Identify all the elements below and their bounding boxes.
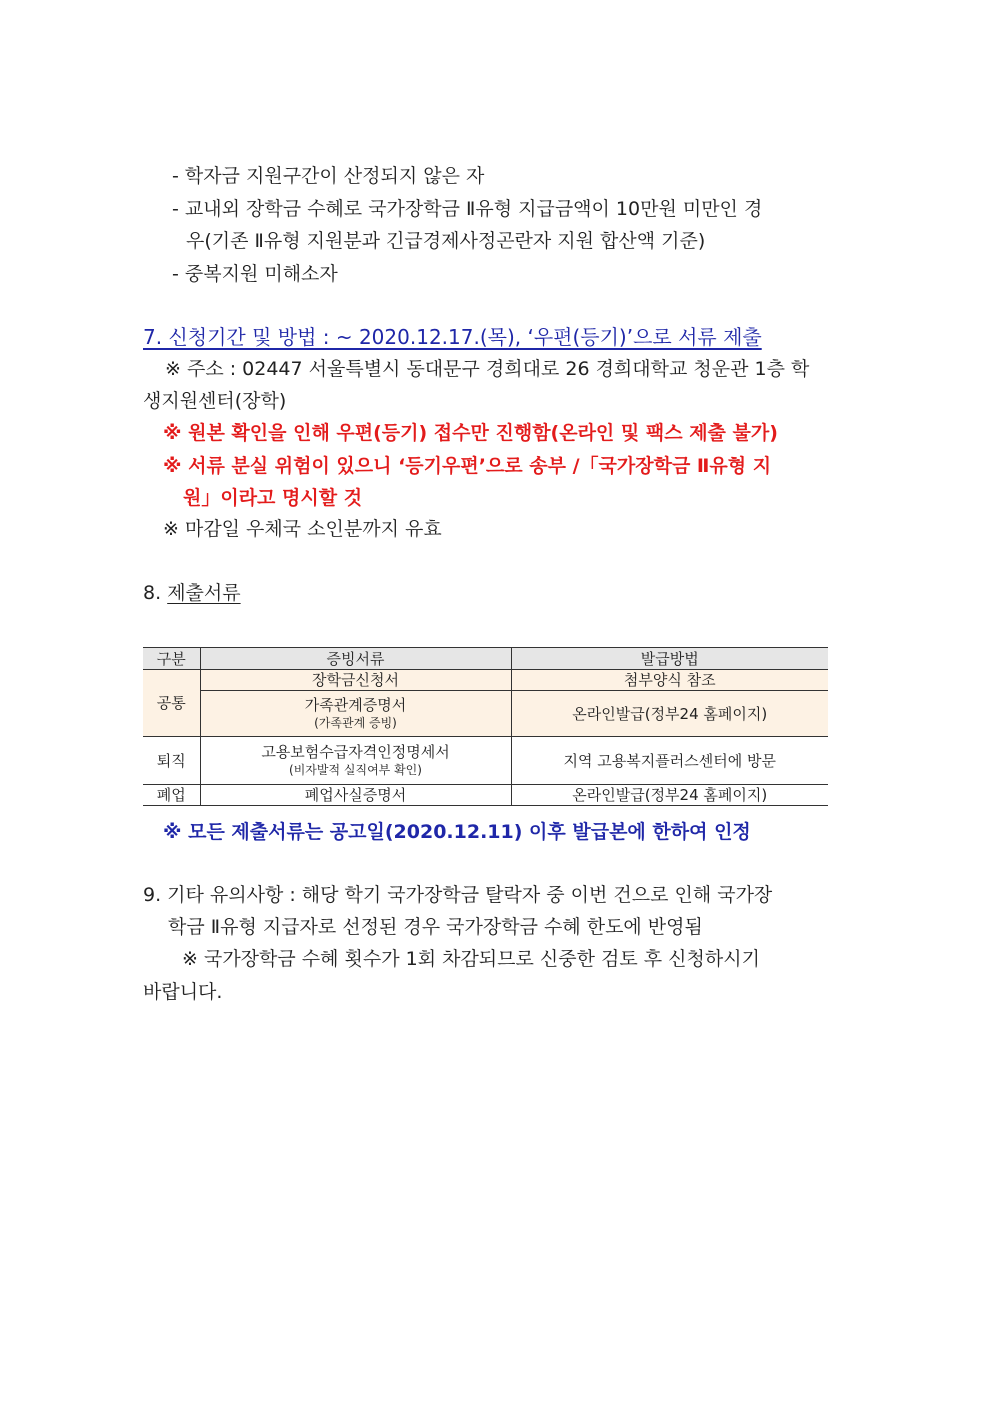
bullet-item-low-amount-line1: - 교내외 장학금 수혜로 국가장학금 Ⅱ유형 지급금액이 10만원 미만인 경 [172,198,763,220]
warning-registered-mail-line2: 원」이라고 명시할 것 [183,487,363,509]
category-common: 공통 [143,670,200,737]
method-employment-center: 지역 고용복지플러스센터에 방문 [511,737,828,785]
doc-family-relation-title: 가족관계증명서 [304,695,407,714]
section8-title: 제출서류 [167,582,241,604]
method-online-gov24: 온라인발급(정부24 홈페이지) [511,691,828,737]
doc-employment-insurance-note: (비자발적 실직여부 확인) [289,762,422,777]
section8-number: 8. [143,582,162,604]
warning-postal-only: ※ 원본 확인을 인해 우편(등기) 접수만 진행함(온라인 및 팩스 제출 불가) [163,422,778,444]
doc-scholarship-application: 장학금신청서 [200,670,511,691]
doc-family-relation-note: (가족관계 증빙) [314,715,397,730]
address-line2: 생지원센터(장학) [143,390,287,412]
bullet-item-no-support-bracket: - 학자금 지원구간이 산정되지 않은 자 [172,165,485,187]
category-retire: 퇴직 [143,737,200,785]
deadline-note: ※ 마감일 우체국 소인분까지 유효 [163,518,442,540]
method-attached-form: 첨부양식 참조 [511,670,828,691]
documents-footnote: ※ 모든 제출서류는 공고일(2020.12.11) 이후 발급본에 한하여 인정 [163,821,751,843]
bullet-item-low-amount-line2: 우(기존 Ⅱ유형 지원분과 긴급경제사정곤란자 지원 합산액 기준) [186,230,706,252]
documents-table [143,647,828,806]
header-document: 증빙서류 [200,648,511,670]
method-online-gov24-closure: 온라인발급(정부24 홈페이지) [511,785,828,806]
section9-line2: 학금 Ⅱ유형 지급자로 선정된 경우 국가장학금 수혜 한도에 반영됨 [168,916,703,938]
category-closure: 폐업 [143,785,200,806]
doc-employment-insurance-title: 고용보험수급자격인정명세서 [261,742,450,761]
section7-heading: 7. 신청기간 및 방법 : ~ 2020.12.17.(목), ‘우편(등기)’으로 서류 제출 [143,325,762,349]
address-line1: ※ 주소 : 02447 서울특별시 동대문구 경희대로 26 경희대학교 청운관 1층 학 [165,358,810,380]
section9-note-line1: ※ 국가장학금 수혜 횟수가 1회 차감되므로 신중한 검토 후 신청하시기 [182,948,760,970]
warning-registered-mail-line1: ※ 서류 분실 위험이 있으니 ‘등기우편’으로 송부 /「국가장학금 Ⅱ유형 지 [163,455,772,477]
section9-line1: 9. 기타 유의사항 : 해당 학기 국가장학금 탈락자 중 이번 건으로 인해 국가장 [143,884,773,906]
doc-employment-insurance [200,737,511,785]
header-method: 발급방법 [511,648,828,670]
section9-note-line2: 바랍니다. [143,981,223,1003]
doc-family-relation [200,691,511,737]
doc-business-closure: 폐업사실증명서 [200,785,511,806]
section8-heading [143,580,241,606]
bullet-item-duplicate: - 중복지원 미해소자 [172,263,338,285]
header-category: 구분 [143,648,200,670]
